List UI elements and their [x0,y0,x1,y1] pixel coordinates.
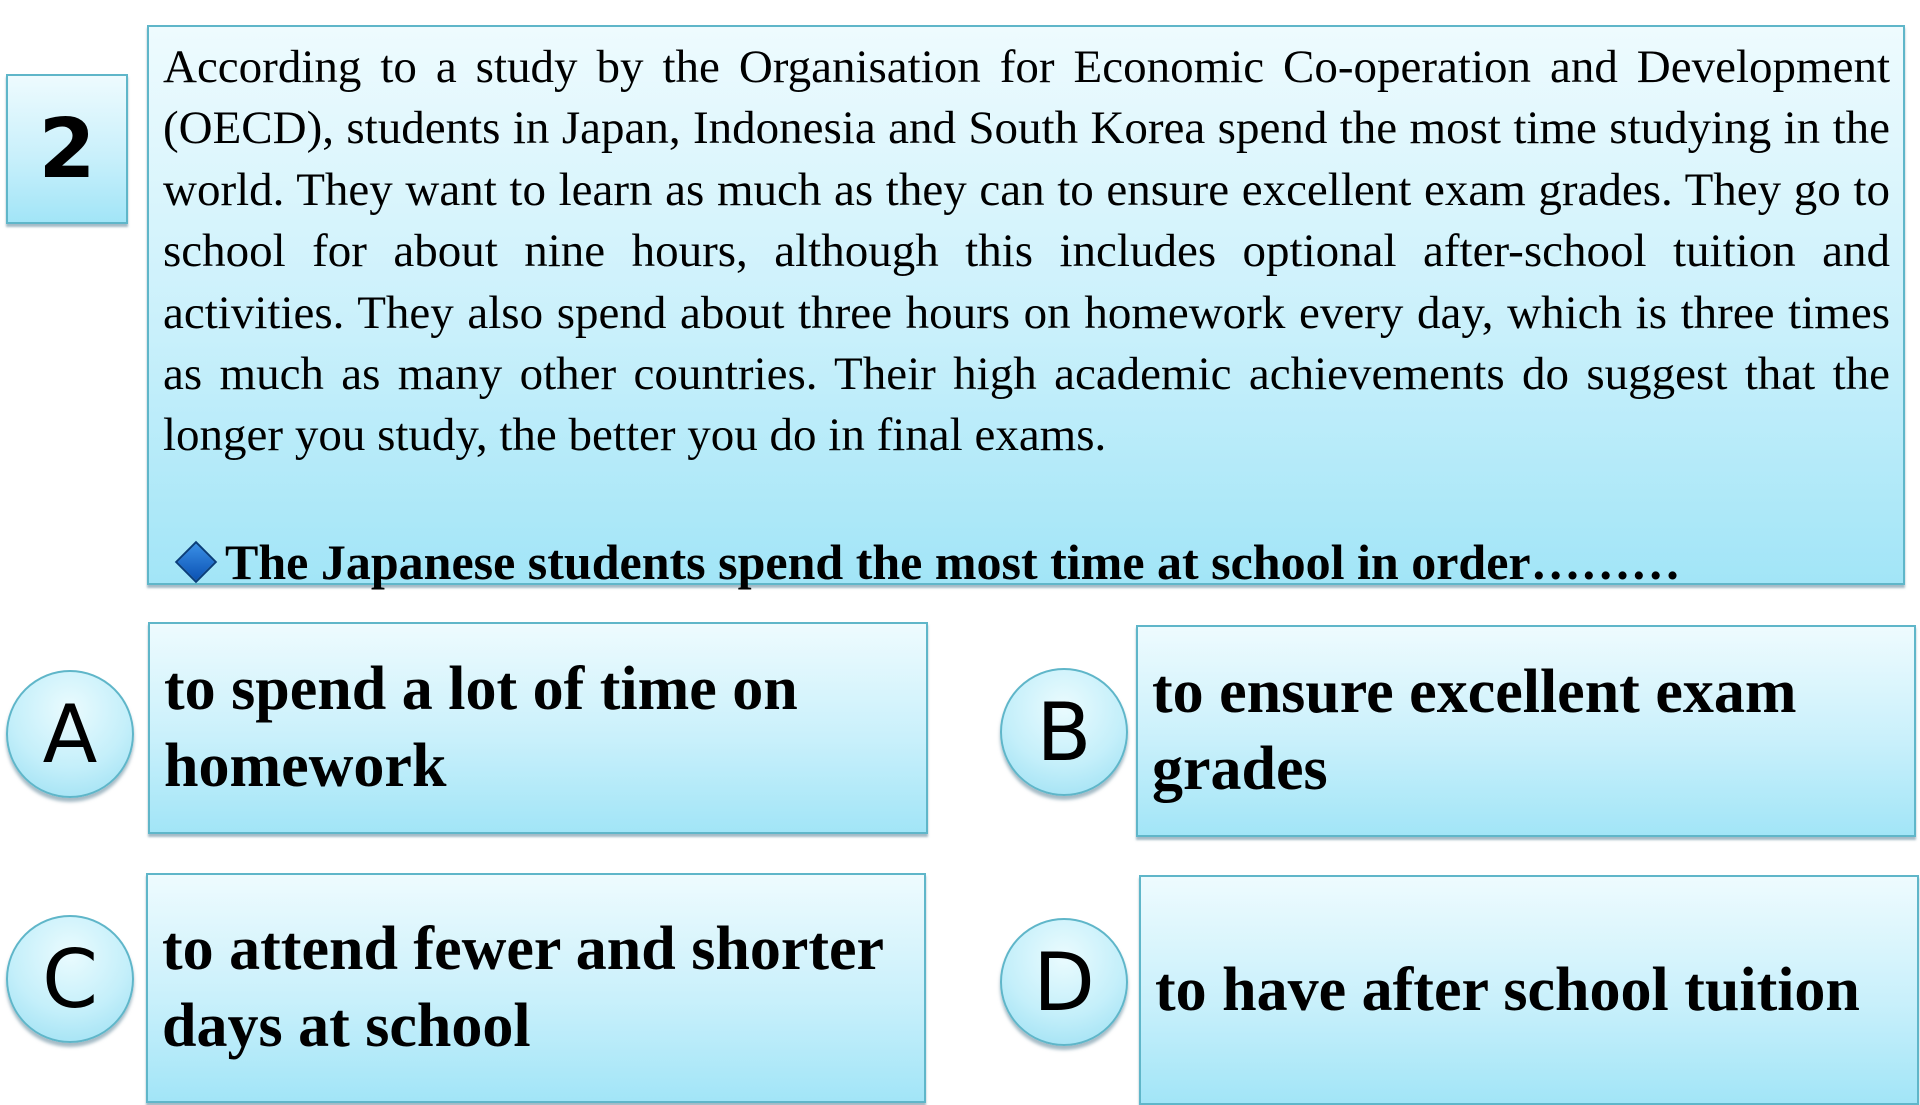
answer-option-a-text: to spend a lot of time on homework [164,655,798,800]
diamond-icon [175,541,217,583]
passage-text: According to a study by the Organisation for Economic Co-operation and Development (OECD), students in Japan, Indonesia and South Korea spend the most time studying in the world. They want to learn as much as they can to ensure excellent exam grades. They go to school for about nine hours, although this includes optional after-school tuition and activities. They also spend about three hours on homework every day, which is three times as much as many other countries. Their high academic achievements do suggest that the longer you study, the better you do in final exams. [163,41,1890,462]
option-d-letter: D [1033,935,1095,1029]
question-prompt [171,533,1681,591]
answer-option-b-text: to ensure excellent exam grades [1152,658,1797,803]
passage-box [147,25,1905,590]
answer-option-a[interactable] [148,622,928,834]
option-b-letter-badge[interactable] [1000,668,1128,796]
question-number-badge [6,74,128,224]
question-prompt-text: The Japanese students spend the most time at school in order……… [225,534,1681,590]
option-c-letter: C [42,932,98,1026]
option-b-letter: B [1036,685,1092,779]
option-d-letter-badge[interactable] [1000,918,1128,1046]
option-c-letter-badge[interactable] [6,915,134,1043]
answer-option-c-text: to attend fewer and shorter days at school [162,915,883,1060]
answer-option-c[interactable] [146,873,926,1103]
option-a-letter: A [42,687,98,781]
question-number: 2 [38,101,96,197]
option-a-letter-badge[interactable] [6,670,134,798]
answer-option-d-text: to have after school tuition [1155,955,1860,1024]
answer-option-d[interactable] [1139,875,1919,1105]
answer-option-b[interactable] [1136,625,1916,837]
